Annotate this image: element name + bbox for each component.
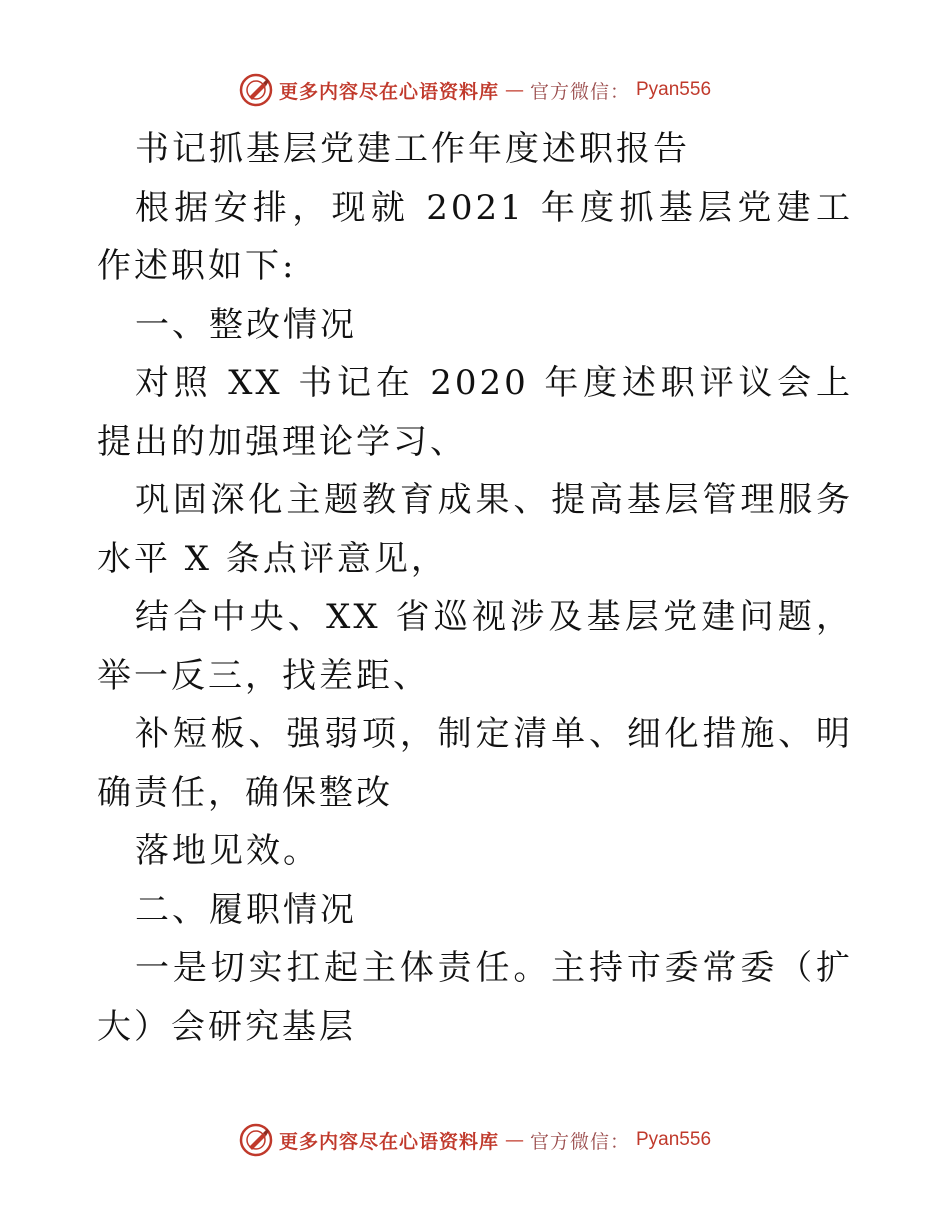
banner-wechat-label: 官方微信： (529, 80, 630, 103)
section-heading-rectification: 一、整改情况 (135, 304, 357, 345)
brand-logo-icon (239, 73, 273, 107)
header-watermark-banner (0, 70, 950, 110)
banner-promo-text: 更多内容尽在心语资料库 (278, 1130, 499, 1153)
banner-separator: — (504, 1129, 524, 1151)
banner-separator: — (504, 79, 524, 101)
footer-watermark-banner (0, 1120, 950, 1160)
document-body (97, 120, 853, 1056)
paragraph-line: 落地见效。 (135, 831, 320, 871)
brand-logo-icon (239, 1123, 273, 1157)
paragraph-line: 结合中央、XX 省巡视涉及基层党建问题，举一反三，找差距、 (97, 597, 853, 696)
banner-promo-text: 更多内容尽在心语资料库 (278, 80, 499, 103)
paragraph-line: 对照 XX 书记在 2020 年度述职评议会上提出的加强理论学习、 (97, 363, 853, 462)
paragraph-line: 补短板、强弱项，制定清单、细化措施、明确责任，确保整改 (97, 714, 853, 813)
banner-wechat-id: Pyan556 (636, 79, 712, 100)
banner-wechat-id: Pyan556 (636, 1129, 712, 1150)
paragraph-line: 巩固深化主题教育成果、提高基层管理服务水平 X 条点评意见， (97, 480, 853, 579)
section-heading-duties: 二、履职情况 (135, 889, 357, 930)
paragraph-intro: 根据安排，现就 2021 年度抓基层党建工作述职如下: (97, 187, 853, 286)
paragraph-line: 一是切实扛起主体责任。主持市委常委（扩大）会研究基层 (97, 948, 853, 1047)
document-title: 书记抓基层党建工作年度述职报告 (135, 129, 690, 169)
banner-wechat-label: 官方微信： (529, 1130, 630, 1153)
